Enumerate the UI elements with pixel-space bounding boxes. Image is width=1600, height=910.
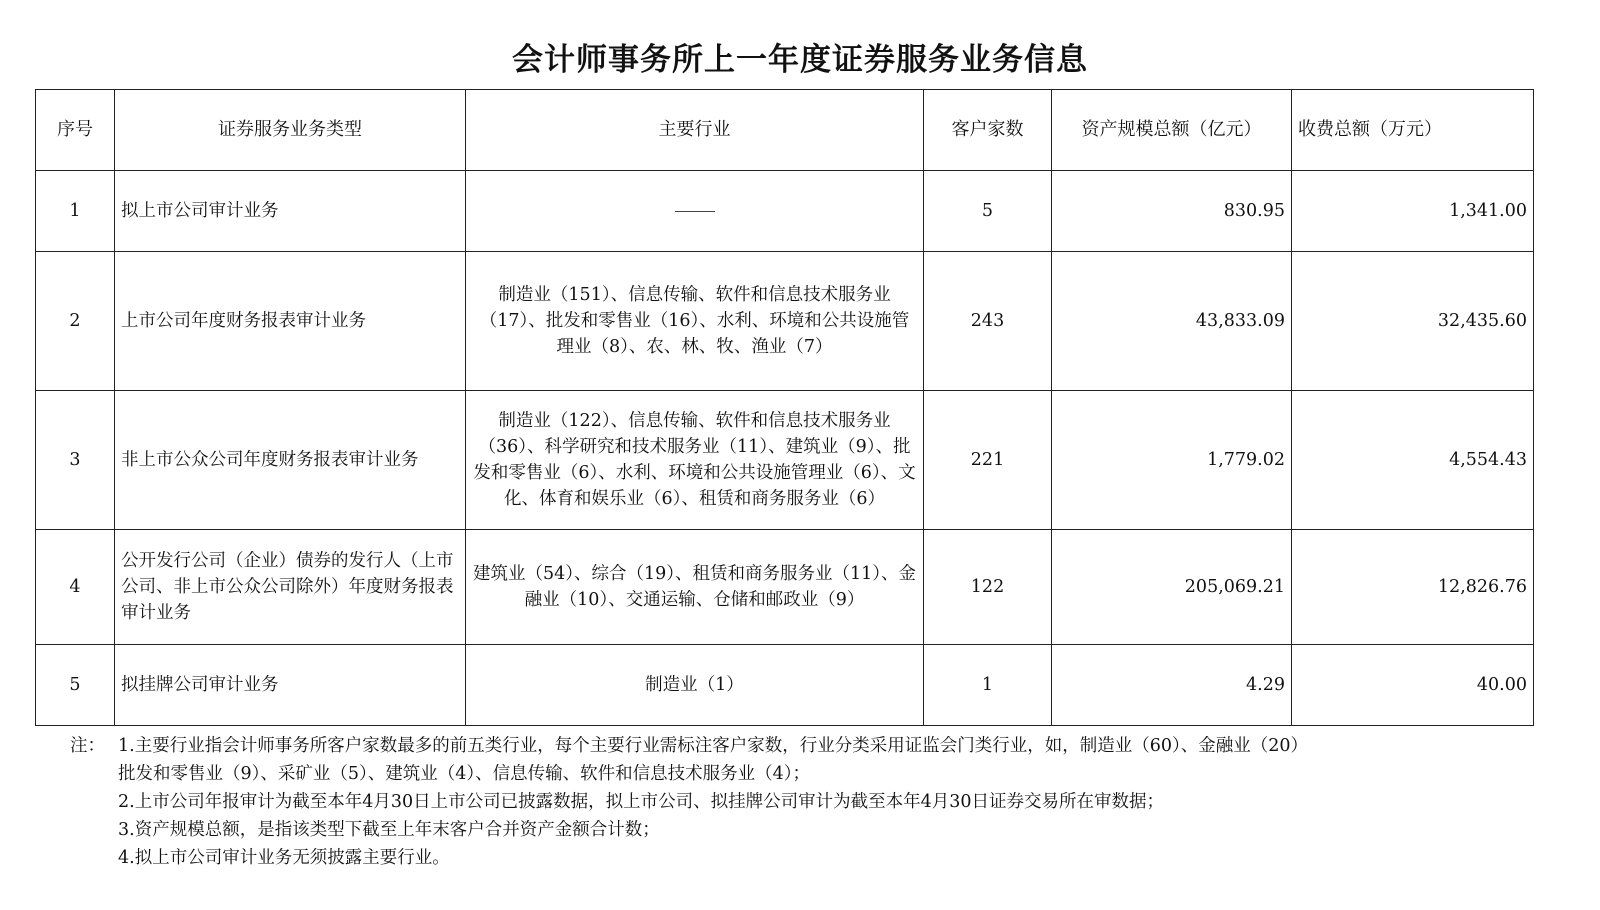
cell-client-count: 122	[924, 530, 1052, 645]
header-total-assets: 资产规模总额（亿元）	[1052, 90, 1292, 171]
footnote-line: 4.拟上市公司审计业务无须披露主要行业。	[118, 848, 450, 868]
cell-main-industry: 制造业（1）	[466, 645, 924, 726]
securities-service-table	[35, 89, 1534, 726]
cell-business-type: 上市公司年度财务报表审计业务	[115, 252, 466, 391]
cell-client-count: 221	[924, 391, 1052, 530]
cell-main-industry	[466, 171, 924, 252]
cell-total-fees: 40.00	[1292, 645, 1534, 726]
cell-main-industry: 制造业（151）、信息传输、软件和信息技术服务业（17）、批发和零售业（16）、水利、环境和公共设施管理业（8）、农、林、牧、渔业（7）	[466, 252, 924, 391]
footnote-line: 2.上市公司年报审计为截至本年4月30日上市公司已披露数据，拟上市公司、拟挂牌公司审计为截至本年4月30日证券交易所在审数据；	[118, 792, 1164, 812]
footnote-prefix: 注：	[70, 736, 105, 756]
cell-total-fees: 4,554.43	[1292, 391, 1534, 530]
footnote-line: 批发和零售业（9）、采矿业（5）、建筑业（4）、信息传输、软件和信息技术服务业（4）；	[118, 764, 811, 784]
cell-client-count: 5	[924, 171, 1052, 252]
cell-total-assets: 830.95	[1052, 171, 1292, 252]
table-row	[36, 171, 1534, 252]
table-row	[36, 391, 1534, 530]
cell-serial-no: 1	[36, 171, 115, 252]
header-client-count: 客户家数	[924, 90, 1052, 171]
empty-dash	[675, 211, 715, 212]
cell-serial-no: 4	[36, 530, 115, 645]
footnotes	[70, 732, 1580, 872]
cell-business-type: 非上市公众公司年度财务报表审计业务	[115, 391, 466, 530]
cell-main-industry: 建筑业（54）、综合（19）、租赁和商务服务业（11）、金融业（10）、交通运输、仓储和邮政业（9）	[466, 530, 924, 645]
cell-total-assets: 43,833.09	[1052, 252, 1292, 391]
cell-serial-no: 5	[36, 645, 115, 726]
cell-total-fees: 32,435.60	[1292, 252, 1534, 391]
cell-total-fees: 12,826.76	[1292, 530, 1534, 645]
footnote-line: 3.资产规模总额，是指该类型下截至上年末客户合并资产金额合计数；	[118, 820, 660, 840]
footnote-line	[70, 732, 1580, 760]
cell-client-count: 243	[924, 252, 1052, 391]
header-business-type: 证券服务业务类型	[115, 90, 466, 171]
header-total-fees: 收费总额（万元）	[1292, 90, 1534, 171]
cell-total-assets: 205,069.21	[1052, 530, 1292, 645]
cell-serial-no: 3	[36, 391, 115, 530]
table-row	[36, 645, 1534, 726]
cell-client-count: 1	[924, 645, 1052, 726]
document-title: 会计师事务所上一年度证券服务业务信息	[512, 42, 1088, 78]
header-main-industry: 主要行业	[466, 90, 924, 171]
footnote-text: 1.主要行业指会计师事务所客户家数最多的前五类行业，每个主要行业需标注客户家数，行业分类采用证监会门类行业，如，制造业（60）、金融业（20）	[118, 736, 1308, 756]
cell-serial-no: 2	[36, 252, 115, 391]
cell-main-industry: 制造业（122）、信息传输、软件和信息技术服务业（36）、科学研究和技术服务业（11）、建筑业（9）、批发和零售业（6）、水利、环境和公共设施管理业（6）、文化、体育和娱乐业（6）、租赁和商务服务业（6）	[466, 391, 924, 530]
header-serial-no: 序号	[36, 90, 115, 171]
table-row	[36, 252, 1534, 391]
cell-business-type: 拟挂牌公司审计业务	[115, 645, 466, 726]
table-header-row	[36, 90, 1534, 171]
cell-total-assets: 1,779.02	[1052, 391, 1292, 530]
table-row	[36, 530, 1534, 645]
cell-business-type: 公开发行公司（企业）债券的发行人（上市公司、非上市公众公司除外）年度财务报表审计业务	[115, 530, 466, 645]
cell-business-type: 拟上市公司审计业务	[115, 171, 466, 252]
cell-total-assets: 4.29	[1052, 645, 1292, 726]
cell-total-fees: 1,341.00	[1292, 171, 1534, 252]
